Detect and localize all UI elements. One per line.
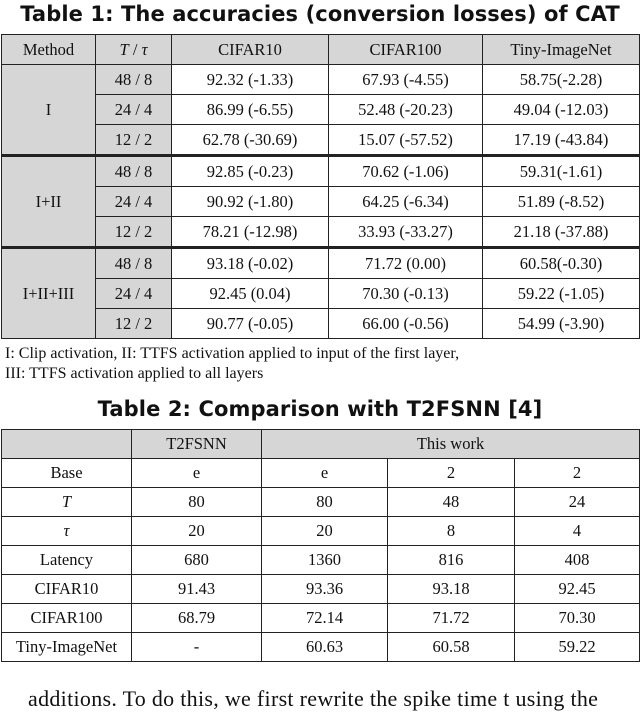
- cifar100-cell: 70.62 (-1.06): [329, 156, 483, 187]
- body-text-cut: additions. To do this, we first rewrite the spike time t using the: [28, 686, 599, 711]
- ttau-cell: 12 / 2: [96, 125, 172, 156]
- tiny-imagenet-cell: 21.18 (-37.88): [483, 217, 640, 248]
- row-label: τ: [2, 517, 132, 546]
- row-label: T: [2, 488, 132, 517]
- value-cell: 680: [132, 546, 262, 575]
- value-cell: 93.18: [388, 575, 515, 604]
- tiny-imagenet-cell: 51.89 (-8.52): [483, 187, 640, 217]
- cifar10-cell: 90.92 (-1.80): [172, 187, 329, 217]
- table1-footnote: [5, 344, 459, 384]
- table-row: [2, 65, 640, 95]
- table-row: [2, 309, 640, 339]
- method-cell: I: [2, 65, 96, 156]
- table-row: [2, 575, 640, 604]
- table1-header-cell: [96, 35, 172, 65]
- cifar100-cell: 71.72 (0.00): [329, 248, 483, 279]
- ttau-cell: 24 / 4: [96, 187, 172, 217]
- value-cell: 4: [515, 517, 640, 546]
- value-cell: 80: [262, 488, 388, 517]
- table-row: [2, 517, 640, 546]
- cifar100-cell: 52.48 (-20.23): [329, 95, 483, 125]
- tiny-imagenet-cell: 17.19 (-43.84): [483, 125, 640, 156]
- table-row: [2, 488, 640, 517]
- tiny-imagenet-cell: 58.75(-2.28): [483, 65, 640, 95]
- value-cell: e: [132, 459, 262, 488]
- ttau-cell: 12 / 2: [96, 309, 172, 339]
- cifar100-cell: 67.93 (-4.55): [329, 65, 483, 95]
- table-row: [2, 187, 640, 217]
- header-tau: τ: [141, 39, 148, 59]
- table-row: [2, 633, 640, 662]
- tiny-imagenet-cell: 59.31(-1.61): [483, 156, 640, 187]
- value-cell: 24: [515, 488, 640, 517]
- table2-caption: Table 2: Comparison with T2FSNN [4]: [97, 397, 543, 421]
- method-cell: I+II: [2, 156, 96, 248]
- value-cell: 70.30: [515, 604, 640, 633]
- table1-header-cell: CIFAR100: [329, 35, 483, 65]
- ttau-cell: 48 / 8: [96, 65, 172, 95]
- cifar10-cell: 92.45 (0.04): [172, 279, 329, 309]
- cifar10-cell: 62.78 (-30.69): [172, 125, 329, 156]
- row-label: CIFAR100: [2, 604, 132, 633]
- value-cell: 60.63: [262, 633, 388, 662]
- ttau-cell: 24 / 4: [96, 279, 172, 309]
- value-cell: 8: [388, 517, 515, 546]
- ttau-cell: 48 / 8: [96, 156, 172, 187]
- footnote-line-1: I: Clip activation, II: TTFS activation applied to input of the first layer,: [5, 345, 460, 362]
- cifar100-cell: 33.93 (-33.27): [329, 217, 483, 248]
- row-label: Latency: [2, 546, 132, 575]
- value-cell: 1360: [262, 546, 388, 575]
- table2-header-row: [2, 430, 640, 459]
- ttau-cell: 12 / 2: [96, 217, 172, 248]
- table2-header-thiswork: This work: [262, 430, 640, 459]
- table-row: [2, 156, 640, 187]
- value-cell: 71.72: [388, 604, 515, 633]
- table-row: [2, 125, 640, 156]
- value-cell: 72.14: [262, 604, 388, 633]
- value-cell: e: [262, 459, 388, 488]
- table1-accuracies: [1, 34, 640, 339]
- tiny-imagenet-cell: 54.99 (-3.90): [483, 309, 640, 339]
- cifar100-cell: 64.25 (-6.34): [329, 187, 483, 217]
- tiny-imagenet-cell: 59.22 (-1.05): [483, 279, 640, 309]
- table-row: [2, 279, 640, 309]
- table-row: [2, 248, 640, 279]
- value-cell: 20: [132, 517, 262, 546]
- row-label: CIFAR10: [2, 575, 132, 604]
- value-cell: 60.58: [388, 633, 515, 662]
- tiny-imagenet-cell: 49.04 (-12.03): [483, 95, 640, 125]
- table2-header-t2fsnn: T2FSNN: [132, 430, 262, 459]
- value-cell: 92.45: [515, 575, 640, 604]
- value-cell: 48: [388, 488, 515, 517]
- cifar10-cell: 78.21 (-12.98): [172, 217, 329, 248]
- cifar100-cell: 66.00 (-0.56): [329, 309, 483, 339]
- ttau-cell: 24 / 4: [96, 95, 172, 125]
- table1-header-cell: Tiny-ImageNet: [483, 35, 640, 65]
- value-cell: 68.79: [132, 604, 262, 633]
- table1-header-cell: CIFAR10: [172, 35, 329, 65]
- table1-header-row: [2, 35, 640, 65]
- footnote-line-2: III: TTFS activation applied to all layers: [5, 365, 264, 382]
- table-row: [2, 604, 640, 633]
- header-slash: /: [128, 39, 142, 59]
- table2-comparison: [1, 429, 640, 662]
- table-row: [2, 95, 640, 125]
- cifar100-cell: 70.30 (-0.13): [329, 279, 483, 309]
- method-cell: I+II+III: [2, 248, 96, 339]
- cifar10-cell: 86.99 (-6.55): [172, 95, 329, 125]
- ttau-cell: 48 / 8: [96, 248, 172, 279]
- value-cell: 816: [388, 546, 515, 575]
- table-row: [2, 459, 640, 488]
- table-row: [2, 217, 640, 248]
- value-cell: 20: [262, 517, 388, 546]
- value-cell: 408: [515, 546, 640, 575]
- value-cell: 80: [132, 488, 262, 517]
- table-row: [2, 546, 640, 575]
- value-cell: 93.36: [262, 575, 388, 604]
- value-cell: 2: [388, 459, 515, 488]
- cifar10-cell: 92.85 (-0.23): [172, 156, 329, 187]
- value-cell: 91.43: [132, 575, 262, 604]
- value-cell: 59.22: [515, 633, 640, 662]
- cifar10-cell: 90.77 (-0.05): [172, 309, 329, 339]
- header-T: T: [119, 39, 129, 59]
- row-label: Base: [2, 459, 132, 488]
- value-cell: 2: [515, 459, 640, 488]
- table2-corner-cell: [2, 430, 132, 459]
- cifar100-cell: 15.07 (-57.52): [329, 125, 483, 156]
- table1-caption: Table 1: The accuracies (conversion losses) of CAT: [20, 2, 620, 26]
- cifar10-cell: 93.18 (-0.02): [172, 248, 329, 279]
- row-label: Tiny-ImageNet: [2, 633, 132, 662]
- cifar10-cell: 92.32 (-1.33): [172, 65, 329, 95]
- table1-header-cell: Method: [2, 35, 96, 65]
- value-cell: -: [132, 633, 262, 662]
- tiny-imagenet-cell: 60.58(-0.30): [483, 248, 640, 279]
